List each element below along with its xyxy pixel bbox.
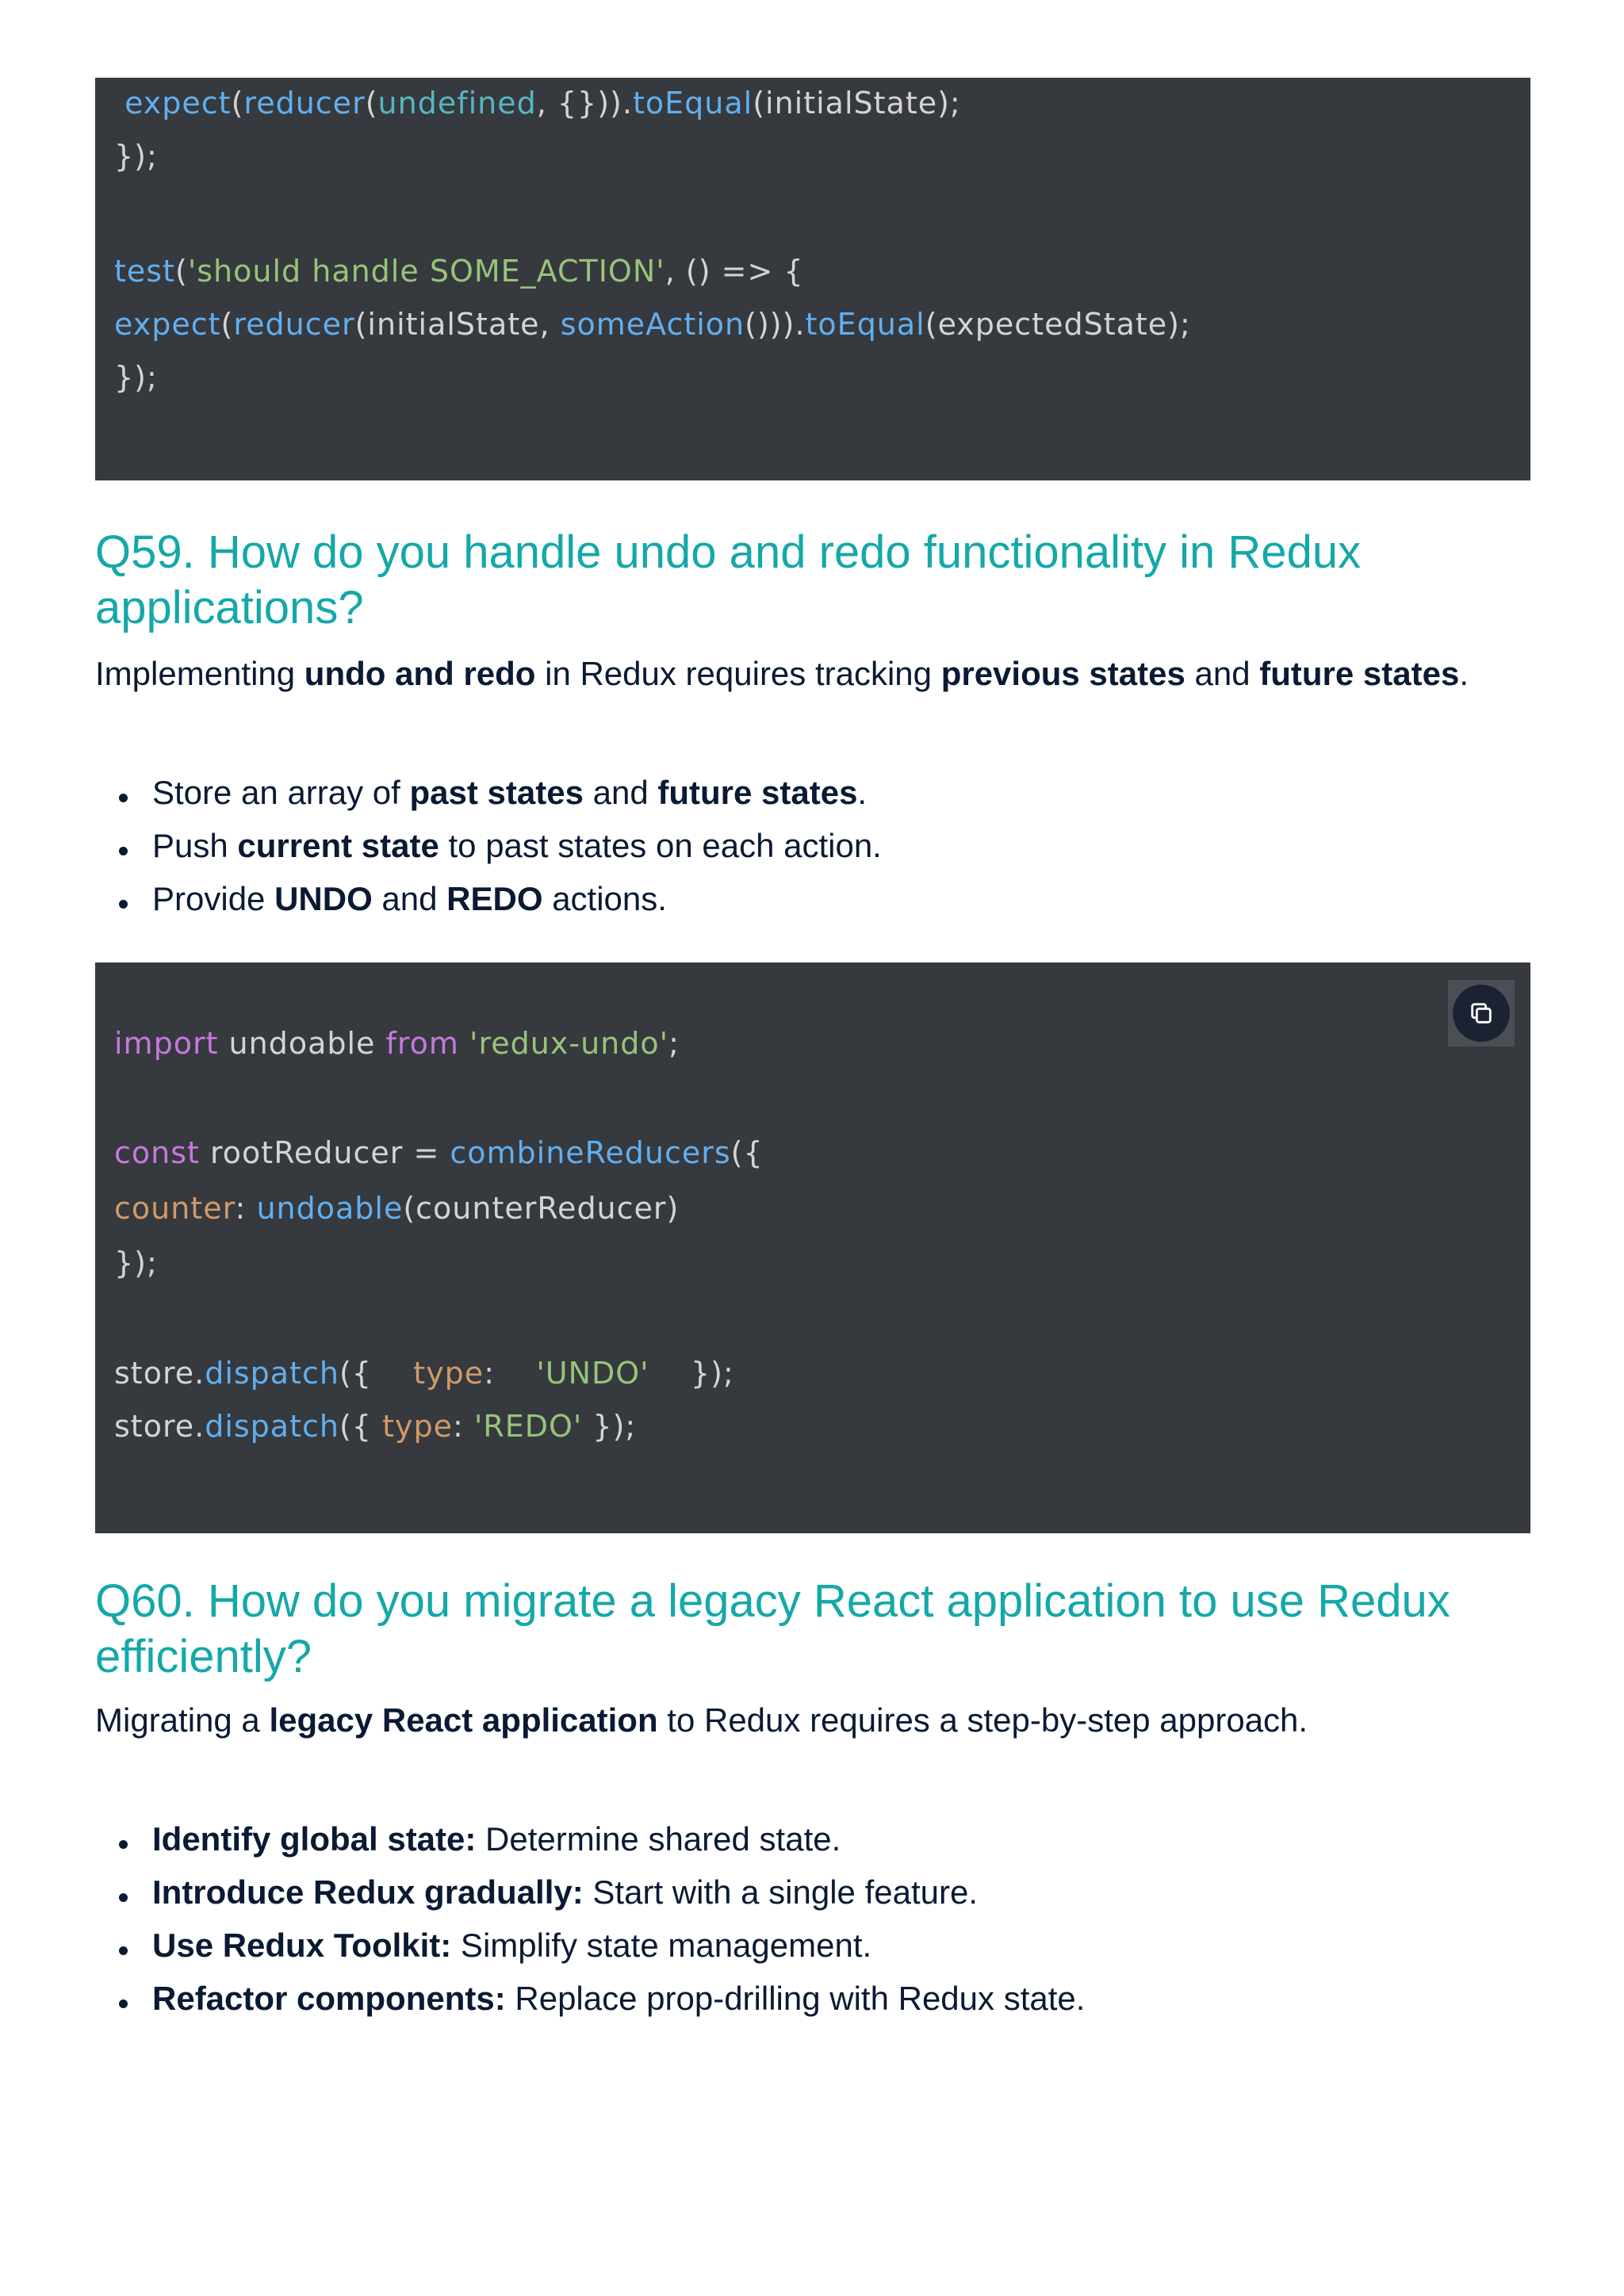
- code-token: const: [114, 1135, 200, 1170]
- code-token: (expectedState);: [925, 307, 1191, 342]
- bold-text: Introduce Redux gradually:: [152, 1873, 584, 1911]
- text-segment: and: [1185, 655, 1260, 692]
- bullet-list-q59: [95, 766, 882, 925]
- code-line: [114, 1189, 679, 1227]
- code-token: expect: [124, 86, 232, 121]
- text-segment: and: [583, 774, 658, 811]
- code-line: [114, 305, 1191, 343]
- list-item: [95, 1972, 1085, 2025]
- code-token: undefined: [377, 86, 537, 121]
- bold-text: current state: [237, 827, 439, 864]
- text-segment: Implementing: [95, 655, 304, 692]
- code-token: 'should handle SOME_ACTION': [187, 254, 665, 289]
- code-line: [114, 1407, 636, 1445]
- code-token: ({: [730, 1135, 764, 1170]
- code-token: 'REDO': [473, 1409, 583, 1444]
- code-line: [114, 358, 158, 396]
- text-segment: Determine shared state.: [476, 1820, 841, 1858]
- code-token: (: [231, 86, 244, 121]
- code-token: :: [235, 1191, 257, 1226]
- text-segment: to Redux requires a step-by-step approach.: [657, 1701, 1308, 1739]
- text-segment: .: [1459, 655, 1469, 692]
- code-token: test: [114, 254, 175, 289]
- code-token: (initialState,: [354, 307, 561, 342]
- code-token: 'UNDO': [536, 1356, 649, 1391]
- code-token: rootReducer =: [199, 1135, 450, 1170]
- code-token: dispatch: [205, 1409, 339, 1444]
- text-segment: Store an array of: [152, 774, 410, 811]
- code-token: });: [582, 1409, 637, 1444]
- code-token: toEqual: [632, 86, 753, 121]
- code-token: (counterReducer): [403, 1191, 680, 1226]
- list-item: [95, 872, 882, 925]
- code-token: import: [114, 1026, 219, 1061]
- code-token: 'redux-undo': [469, 1026, 669, 1061]
- bold-text: undo and redo: [304, 655, 536, 692]
- question-heading-q59: Q59. How do you handle undo and redo functionality in Redux applications?: [95, 526, 1362, 633]
- text-segment: and: [372, 880, 447, 917]
- code-token: (initialState);: [753, 86, 961, 121]
- code-token: });: [649, 1356, 734, 1391]
- code-token: from: [385, 1026, 459, 1061]
- code-token: ())).: [745, 307, 806, 342]
- text-segment: Migrating a: [95, 1701, 270, 1739]
- code-token: ({: [339, 1356, 414, 1391]
- question-heading-q60: Q60. How do you migrate a legacy React application to use Redux efficiently?: [95, 1575, 1450, 1682]
- intro-paragraph-q59: [95, 653, 1546, 695]
- bold-text: future states: [657, 774, 858, 811]
- code-token: , () => {: [665, 254, 804, 289]
- code-line: [114, 1024, 680, 1062]
- code-line: [114, 137, 158, 175]
- intro-paragraph-q60: [95, 1700, 1546, 1741]
- code-token: counter: [114, 1191, 236, 1226]
- bullet-list-q60: [95, 1812, 1085, 2025]
- bold-text: future states: [1259, 655, 1460, 692]
- code-token: undoable: [256, 1191, 404, 1226]
- text-segment: actions.: [542, 880, 667, 917]
- code-line: [114, 1354, 734, 1392]
- code-token: type: [413, 1356, 485, 1391]
- code-token: (: [365, 86, 378, 121]
- bold-text: past states: [409, 774, 584, 811]
- code-token: someAction: [560, 307, 745, 342]
- bold-text: Identify global state:: [152, 1820, 477, 1858]
- code-token: type: [382, 1409, 453, 1444]
- list-item: [95, 819, 882, 872]
- code-token: undoable: [218, 1026, 386, 1061]
- code-token: });: [114, 360, 158, 395]
- code-token: store.: [114, 1409, 205, 1444]
- bold-text: previous states: [940, 655, 1185, 692]
- code-line: [114, 84, 961, 122]
- bold-text: REDO: [446, 880, 543, 917]
- code-token: dispatch: [205, 1356, 339, 1391]
- code-line: [114, 252, 804, 290]
- bold-text: UNDO: [274, 880, 373, 917]
- text-segment: .: [857, 774, 868, 811]
- code-token: , {})).: [536, 86, 633, 121]
- code-line: [114, 1134, 764, 1172]
- list-item: [95, 766, 882, 819]
- code-token: ;: [668, 1026, 680, 1061]
- list-item: [95, 1812, 1085, 1866]
- text-segment: to past states on each action.: [439, 827, 882, 864]
- code-token: });: [114, 139, 158, 174]
- text-segment: Provide: [152, 880, 275, 917]
- code-token: expect: [114, 307, 221, 342]
- code-token: [459, 1026, 469, 1061]
- bold-text: legacy React application: [269, 1701, 658, 1739]
- copy-button[interactable]: [1448, 980, 1515, 1047]
- code-token: reducer: [233, 307, 355, 342]
- code-token: :: [484, 1356, 537, 1391]
- code-token: :: [452, 1409, 474, 1444]
- copy-icon[interactable]: [1453, 985, 1510, 1042]
- code-line: [114, 1244, 158, 1282]
- code-token: ({: [339, 1409, 383, 1444]
- code-token: toEqual: [805, 307, 925, 342]
- code-token: combineReducers: [450, 1135, 731, 1170]
- bold-text: Refactor components:: [152, 1980, 506, 2017]
- text-segment: Replace prop-drilling with Redux state.: [505, 1980, 1086, 2017]
- code-token: (: [220, 307, 234, 342]
- code-token: });: [114, 1246, 158, 1280]
- list-item: [95, 1919, 1085, 1972]
- bold-text: Use Redux Toolkit:: [152, 1927, 452, 1964]
- text-segment: Start with a single feature.: [583, 1873, 979, 1911]
- code-block-test: [95, 78, 1530, 480]
- code-token: (: [174, 254, 188, 289]
- text-segment: Simplify state management.: [451, 1927, 872, 1964]
- code-token: store.: [114, 1356, 205, 1391]
- code-token: [114, 86, 124, 121]
- text-segment: Push: [152, 827, 238, 864]
- code-token: reducer: [243, 86, 366, 121]
- list-item: [95, 1866, 1085, 1919]
- text-segment: in Redux requires tracking: [535, 655, 941, 692]
- code-block-undoable: [95, 962, 1530, 1533]
